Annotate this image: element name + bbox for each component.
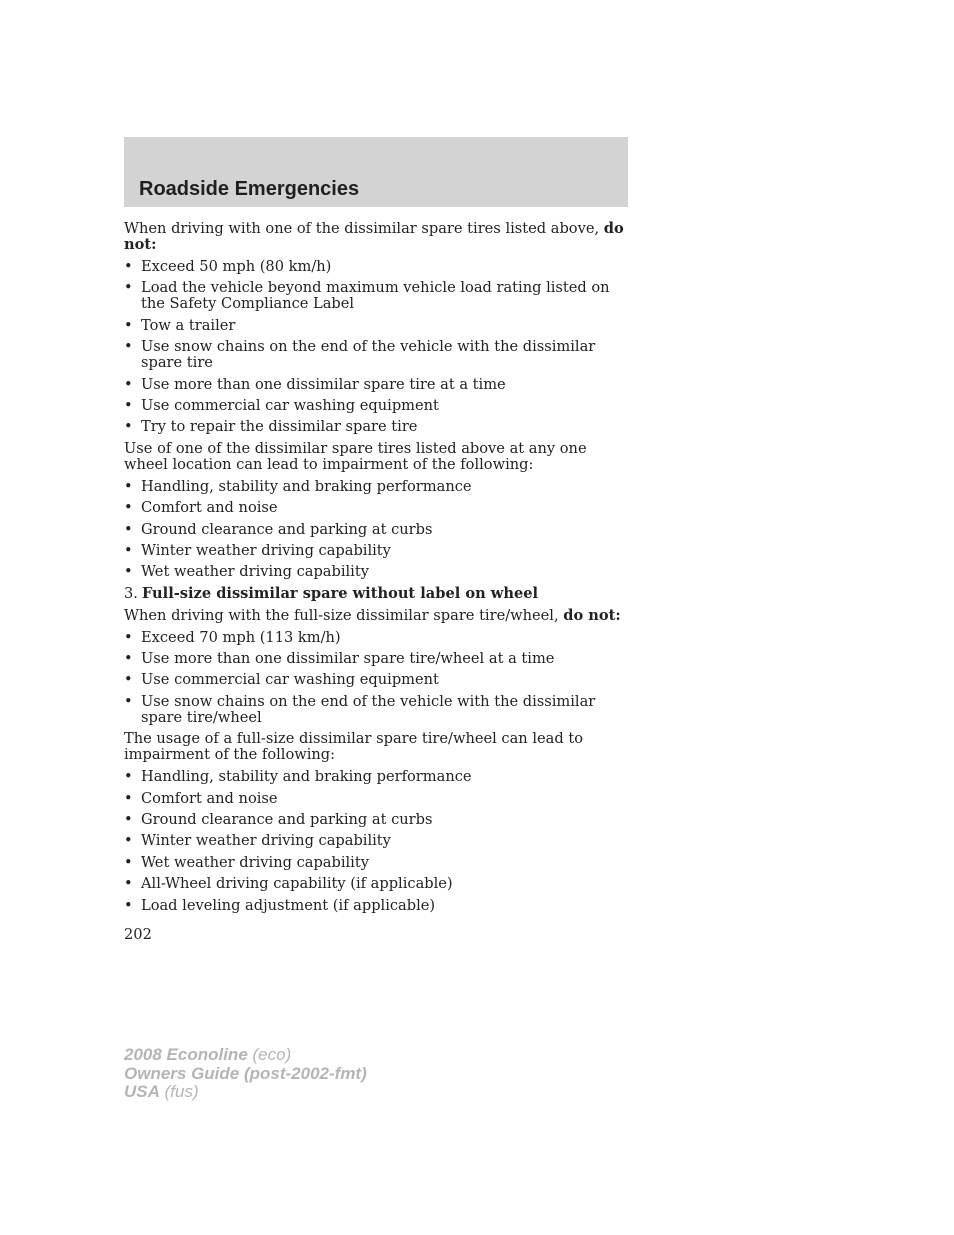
list-item-text: Exceed 50 mph (80 km/h) <box>141 258 332 275</box>
list-item-text: Ground clearance and parking at curbs <box>141 811 433 829</box>
bullet-icon: • <box>124 832 133 850</box>
bullet-icon: • <box>124 316 133 334</box>
bullet-icon: • <box>124 650 133 668</box>
list-item <box>124 543 624 559</box>
list-item <box>124 500 624 516</box>
list-item-text: Use more than one dissimilar spare tire at a time <box>141 375 506 393</box>
list-item-text: Load the vehicle beyond maximum vehicle load rating listed on the Safety Compliance Label <box>141 279 610 313</box>
footer-line-model: 2008 Econoline (eco) <box>124 1045 292 1064</box>
bullet-icon: • <box>124 768 133 786</box>
list-item-text: Comfort and noise <box>141 499 278 517</box>
list-item-text: Try to repair the dissimilar spare tire <box>141 418 418 436</box>
list-item-text: Handling, stability and braking performance <box>141 477 472 495</box>
list-item <box>124 855 624 871</box>
bullet-icon: • <box>124 520 133 538</box>
bullet-icon: • <box>124 628 133 646</box>
list-item <box>124 564 624 580</box>
section4-intro: The usage of a full-size dissimilar spare tire/wheel can lead to impairment of the following: <box>124 730 583 764</box>
bullet-icon: • <box>124 789 133 807</box>
list-item <box>124 339 624 371</box>
list-item-text: Ground clearance and parking at curbs <box>141 520 433 538</box>
section2-intro: Use of one of the dissimilar spare tires listed above at any one wheel location can lead to impairment of the following: <box>124 439 587 473</box>
section3-heading: 3. Full-size dissimilar spare without label on wheel <box>124 584 539 602</box>
section-title: Roadside Emergencies <box>139 178 360 200</box>
bullet-icon: • <box>124 418 133 436</box>
list-item <box>124 833 624 849</box>
section1-bullet-list <box>124 259 624 435</box>
page-number: 202 <box>124 926 152 943</box>
list-item <box>124 672 624 688</box>
list-item-text: Use snow chains on the end of the vehicle with the dissimilar spare tire/wheel <box>141 692 596 726</box>
section2-bullet-list <box>124 479 624 581</box>
list-item <box>124 419 624 435</box>
list-item <box>124 259 624 275</box>
bullet-icon: • <box>124 499 133 517</box>
list-item-text: Use snow chains on the end of the vehicle with the dissimilar spare tire <box>141 338 596 372</box>
bullet-icon: • <box>124 671 133 689</box>
list-item-text: Winter weather driving capability <box>141 832 391 850</box>
section-header-band <box>124 137 628 207</box>
list-item-text: Wet weather driving capability <box>141 853 369 871</box>
section4-bullet-list <box>124 769 624 913</box>
bullet-icon: • <box>124 375 133 393</box>
document-footer <box>124 1046 367 1102</box>
bullet-icon: • <box>124 279 133 297</box>
bullet-icon: • <box>124 258 133 275</box>
bullet-icon: • <box>124 875 133 893</box>
list-item <box>124 651 624 667</box>
list-item-text: Use commercial car washing equipment <box>141 671 439 689</box>
list-item-text: Use more than one dissimilar spare tire/wheel at a time <box>141 650 555 668</box>
bullet-icon: • <box>124 853 133 871</box>
section3-intro: When driving with the full-size dissimilar spare tire/wheel, do not: <box>124 606 621 624</box>
bullet-icon: • <box>124 477 133 495</box>
list-item <box>124 318 624 334</box>
bullet-icon: • <box>124 563 133 581</box>
bullet-icon: • <box>124 541 133 559</box>
list-item-text: All-Wheel driving capability (if applicable) <box>141 875 453 893</box>
list-item <box>124 630 624 646</box>
list-item-text: Wet weather driving capability <box>141 563 369 581</box>
footer-line-guide: Owners Guide (post-2002-fmt) <box>124 1063 367 1083</box>
list-item <box>124 479 624 495</box>
list-item <box>124 898 624 914</box>
list-item <box>124 522 624 538</box>
bullet-icon: • <box>124 811 133 829</box>
page-content <box>124 221 624 919</box>
list-item <box>124 377 624 393</box>
list-item-text: Load leveling adjustment (if applicable) <box>141 896 436 914</box>
bullet-icon: • <box>124 896 133 914</box>
list-item <box>124 694 624 726</box>
list-item-text: Handling, stability and braking performance <box>141 768 472 786</box>
section3-bullet-list <box>124 630 624 726</box>
list-item <box>124 769 624 785</box>
list-item <box>124 791 624 807</box>
list-item-text: Winter weather driving capability <box>141 541 391 559</box>
bullet-icon: • <box>124 338 133 356</box>
list-item <box>124 398 624 414</box>
list-item-text: Comfort and noise <box>141 789 278 807</box>
list-item-text: Exceed 70 mph (113 km/h) <box>141 628 341 646</box>
list-item <box>124 280 624 312</box>
list-item-text: Use commercial car washing equipment <box>141 396 439 414</box>
list-item <box>124 812 624 828</box>
footer-line-region: USA (fus) <box>124 1082 199 1101</box>
section1-intro: When driving with one of the dissimilar spare tires listed above, do not: <box>124 220 624 253</box>
list-item <box>124 876 624 892</box>
bullet-icon: • <box>124 692 133 710</box>
bullet-icon: • <box>124 396 133 414</box>
list-item-text: Tow a trailer <box>141 316 236 334</box>
